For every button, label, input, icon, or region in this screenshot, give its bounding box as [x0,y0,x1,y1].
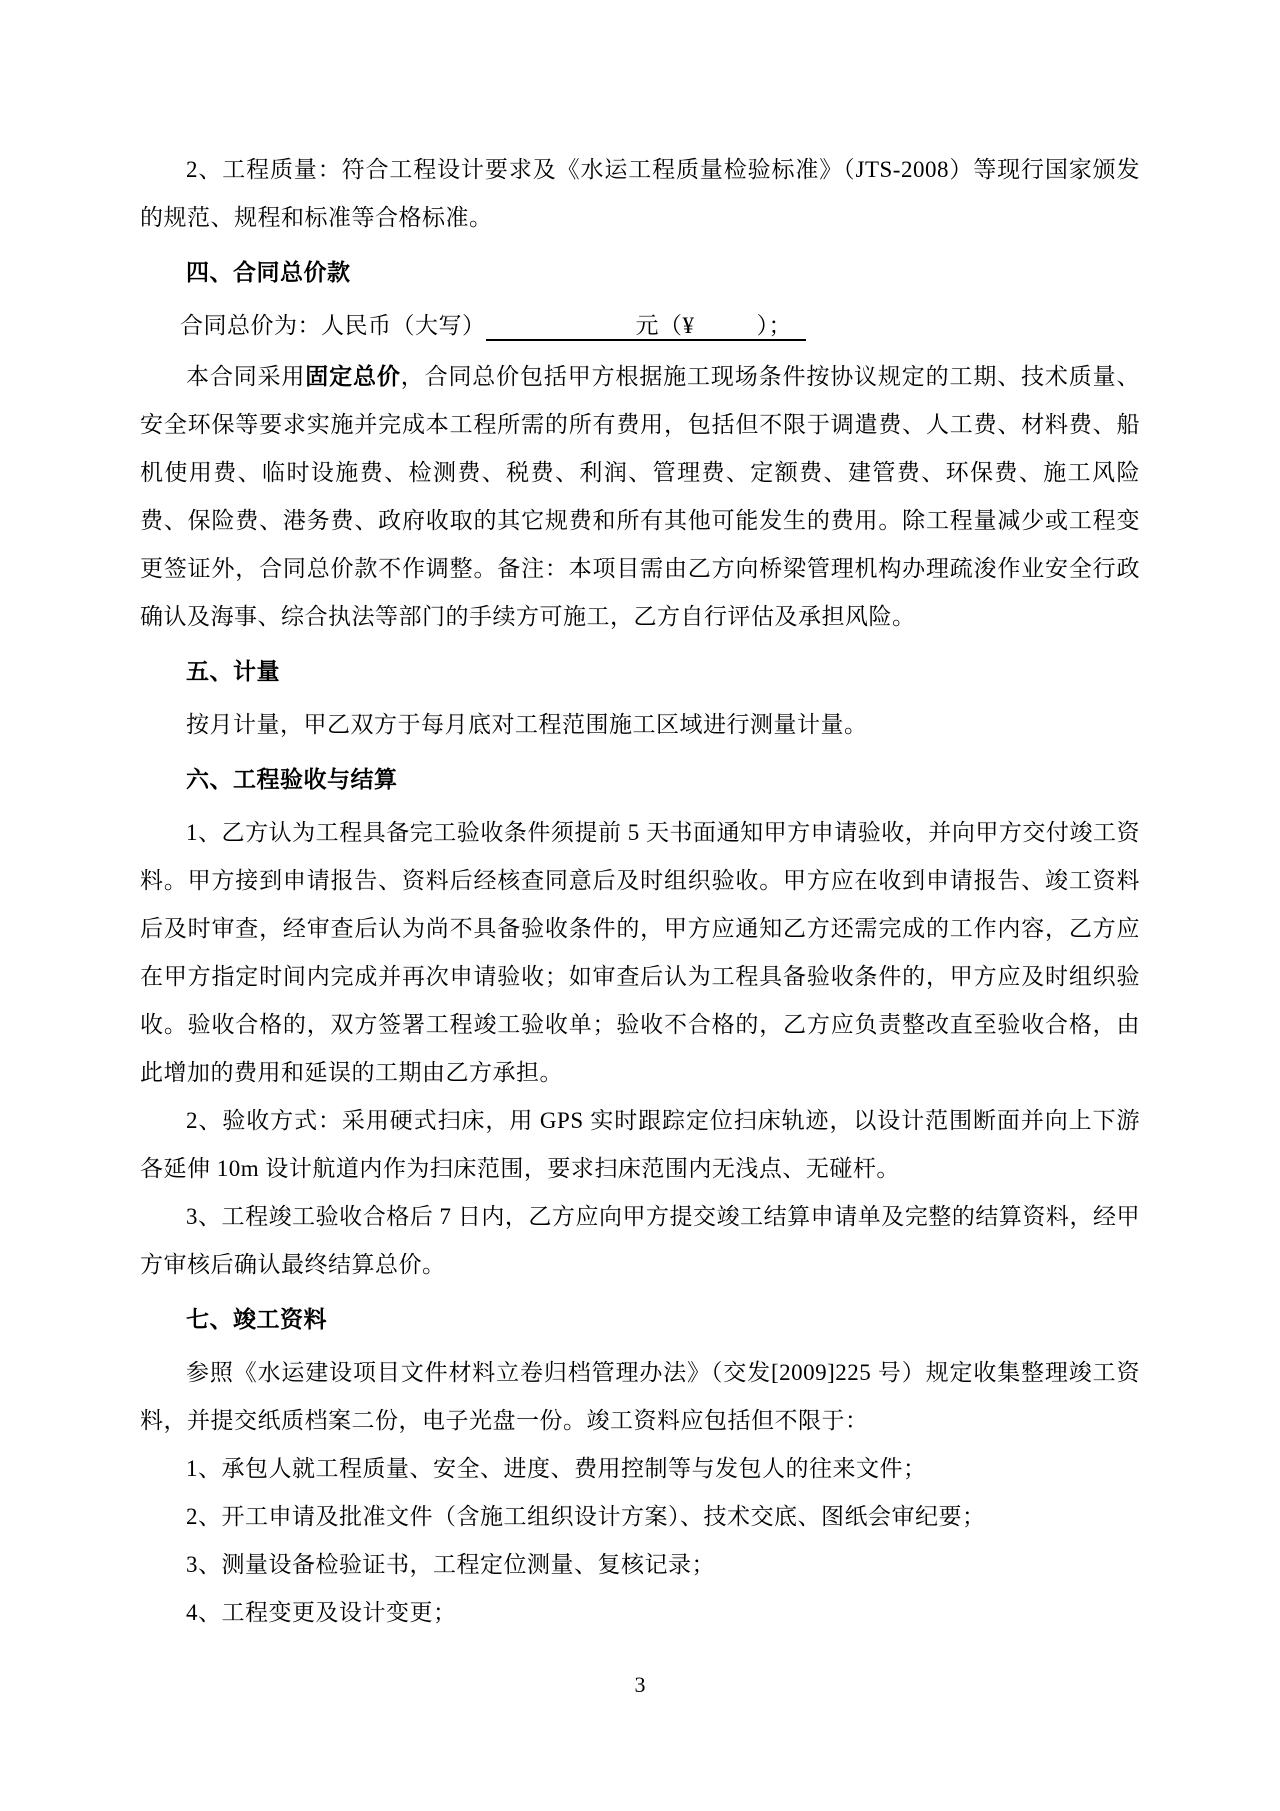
paragraph [140,701,1140,749]
list-item [140,1445,1140,1493]
price-underline [486,313,807,341]
currency-unit-label: 元（¥ [635,313,695,338]
text-run: 3、测量设备检验证书，工程定位测量、复核记录； [186,1552,715,1577]
text-run: 本合同采用 [186,364,306,389]
paragraph [140,1097,1140,1193]
text-run: 1、承包人就工程质量、安全、进度、费用控制等与发包人的往来文件； [186,1456,927,1481]
page-number: 3 [634,1672,646,1697]
paragraph [140,809,1140,1097]
section-heading [140,1296,1140,1344]
text-run: 按月计量，甲乙双方于每月底对工程范围施工区域进行测量计量。 [186,712,868,737]
text-run: 4、工程变更及设计变更； [186,1600,457,1625]
text-run: 五、计量 [186,659,280,684]
section-heading [140,756,1140,804]
bold-text-run: 固定总价 [305,364,401,389]
paragraph [140,146,1140,242]
paragraph [140,1193,1140,1289]
section-heading [140,648,1140,696]
text-run: 七、竣工资料 [186,1307,327,1332]
document-body [140,146,1140,1637]
list-item [140,1541,1140,1589]
list-item [140,1493,1140,1541]
text-run: 1、乙方认为工程具备完工验收条件须提前 5 天书面通知甲方申请验收，并向甲方交付竣工资料。甲方接到申请报告、资料后经核查同意后及时组织验收。甲方应在收到申请报告、竣工资料后及时审查，经审查后认为尚不具备验收条件的，甲方应通知乙方还需完成的工作内容，乙方应在甲方指定时间内完成并再次申请验收；如审查后认为工程具备验收条件的，甲方应及时组织验收。验收合格的，双方签署工程竣工验收单；验收不合格的，乙方应负责整改直至验收合格，由此增加的费用和延误的工期由乙方承担。 [140,820,1140,1085]
text-run: 四、合同总价款 [186,260,351,285]
price-line [140,302,1140,350]
price-line-label: 合同总价为：人民币（大写） [180,313,486,338]
text-run: 六、工程验收与结算 [186,767,398,792]
text-run: 2、工程质量：符合工程设计要求及《水运工程质量检验标准》（JTS-2008）等现行国家颁发的规范、规程和标准等合格标准。 [140,157,1140,230]
section-heading [140,249,1140,297]
text-run: 2、验收方式：采用硬式扫床，用 GPS 实时跟踪定位扫床轨迹，以设计范围断面并向上下游各延伸 10m 设计航道内作为扫床范围，要求扫床范围内无浅点、无碰杆。 [140,1108,1140,1181]
price-line-close: ）； [756,313,792,338]
text-run: 2、开工申请及批准文件（含施工组织设计方案）、技术交底、图纸会审纪要； [186,1504,986,1529]
paragraph [140,1349,1140,1445]
text-run: ，合同总价包括甲方根据施工现场条件按协议规定的工期、技术质量、安全环保等要求实施并完成本工程所需的所有费用，包括但不限于调遣费、人工费、材料费、船机使用费、临时设施费、检测费、税费、利润、管理费、定额费、建管费、环保费、施工风险费、保险费、港务费、政府收取的其它规费和所有其他可能发生的费用。除工程量减少或工程变更签证外，合同总价款不作调整。备注：本项目需由乙方向桥梁管理机构办理疏浚作业安全行政确认及海事、综合执法等部门的手续方可施工，乙方自行评估及承担风险。 [140,364,1141,629]
paragraph [140,353,1140,641]
list-item [140,1589,1140,1637]
text-run: 3、工程竣工验收合格后 7 日内，乙方应向甲方提交竣工结算申请单及完整的结算资料，经甲方审核后确认最终结算总价。 [140,1204,1140,1277]
text-run: 参照《水运建设项目文件材料立卷归档管理办法》（交发[2009]225 号）规定收集整理竣工资料，并提交纸质档案二份，电子光盘一份。竣工资料应包括但不限于： [140,1360,1140,1433]
